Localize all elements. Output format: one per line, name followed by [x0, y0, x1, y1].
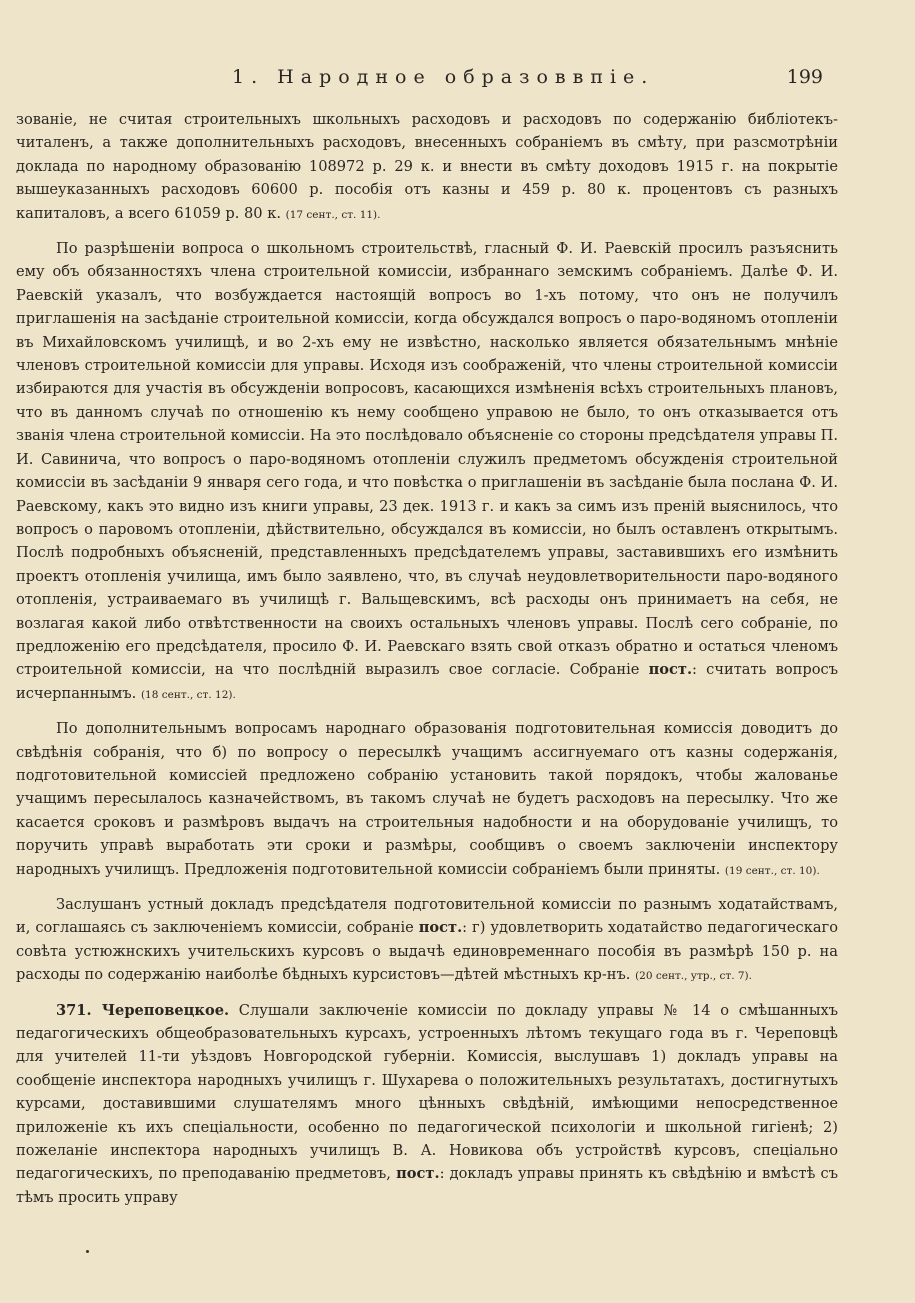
section-title: 1. Народное образоввпie.	[232, 66, 655, 88]
document-body	[16, 108, 838, 1219]
resolution-label: пост.	[396, 1165, 440, 1183]
resolution-label: пост.	[418, 919, 463, 937]
citation: (19 сент., ст. 10).	[724, 864, 820, 877]
resolution-label: пост.	[648, 661, 693, 679]
entry-heading: 371. Череповецкое.	[56, 1001, 230, 1019]
page-number: 199	[786, 66, 823, 88]
paragraph-text: зованіе, не считая строительныхъ школьныхъ расходовъ и расходовъ по содержанію библіотекъ-читаленъ, а также дополнительныхъ расходовъ, внесенныхъ собраніемъ въ смѣту, при разсмотрѣніи доклада по народному образованію 108972 р. 29 к. и внести въ смѣту доходовъ 1915 г. на покрытіе вышеуказанныхъ расходовъ 60600 р. пособія отъ казны и 459 р. 80 к. процентовъ съ разныхъ капиталовъ, а всего 61059 р. 80 к.	[16, 111, 838, 222]
paragraph-text: Заслушанъ устный докладъ предсѣдателя подготовительной комиссіи по разнымъ ходатайствамъ, и, соглашаясь съ заключеніемъ комиссіи, собраніе	[16, 896, 838, 937]
paragraph-1	[16, 108, 838, 227]
citation: (17 сент., ст. 11).	[285, 208, 381, 221]
paragraph-3	[16, 717, 838, 883]
citation: (20 сент., утр., ст. 7).	[635, 970, 752, 983]
paragraph-text-after: : докладъ управы принять къ свѣдѣнію и вмѣстѣ съ тѣмъ просить управу	[16, 1165, 839, 1206]
paragraph-text: По разрѣшеніи вопроса о школьномъ строительствѣ, гласный Ф. И. Раевскій просилъ разъяснить ему объ обязанностяхъ члена строительной комиссіи, избраннаго земскимъ собраніемъ. Далѣе Ф. И. Раевскій указалъ, что возбуждается настоящій вопросъ во 1-хъ потому, что онъ не получилъ приглашенія на засѣданіе строительной комиссіи, когда обсуждался вопросъ о паро-водяномъ отопленіи въ Михайловскомъ училищѣ, и во 2-хъ ему не извѣстно, насколько является обязательнымъ мнѣніе членовъ строительной комиссіи для управы. Исходя изъ соображеній, что члены строительной комиссіи избираются для участія въ обсужденіи вопросовъ, касающихся измѣненія всѣхъ строительныхъ плановъ, что въ данномъ случаѣ по отношенію къ нему сообщено управою не было, то онъ отказывается отъ званія члена строительной комиссіи. На это послѣдовало объясненіе со стороны предсѣдателя управы П. И. Савинича, что вопросъ о паро-водяномъ отопленіи служилъ предметомъ обсужденія строительной комиссіи въ засѣданіи 9 января сего года, и что повѣстка о приглашеніи въ засѣданіе была послана Ф. И. Раевскому, какъ это видно изъ книги управы, 23 дек. 1913 г. и какъ за симъ изъ преній выяснилось, что вопросъ о паровомъ отопленіи, дѣйствительно, обсуждался въ комиссіи, но былъ оставленъ открытымъ. Послѣ подробныхъ объясненій, представленныхъ предсѣдателемъ управы, заставившихъ его измѣнить проектъ отопленія училища, имъ было заявлено, что, въ случаѣ неудовлетворительности паро-водяного отопленія, устраиваемаго въ училищѣ г. Вальщевскимъ, всѣ расходы онъ принимаетъ на себя, не возлагая какой либо отвѣтственности на своихъ остальныхъ членовъ управы. Послѣ сего собраніе, по предложенію его предсѣдателя, просило Ф. И. Раевскаго взять свой отказъ обратно и остаться членомъ строительной комиссіи, на что послѣдній выразилъ свое согласіе. Собраніе	[16, 240, 838, 679]
paragraph-text: Слушали заключеніе комиссіи по докладу управы № 14 о смѣшанныхъ педагогическихъ общеобразовательныхъ курсахъ, устроенныхъ лѣтомъ текущаго года въ г. Череповцѣ для учителей 11-ти уѣздовъ Новгородской губерніи. Комиссія, выслушавъ 1) докладъ управы на сообщеніе инспектора народныхъ училищъ г. Шухарева о положительныхъ результатахъ, достигнутыхъ курсами, доставившими слушателямъ много цѣнныхъ свѣдѣній, имѣющими непосредственное приложеніе къ ихъ спеціальности, особенно по педагогической психологіи и школьной гигіенѣ; 2) пожеланіе инспектора народныхъ училищъ В. А. Новикова объ устройствѣ курсовъ, спеціально педагогическихъ, по преподаванію предметовъ,	[16, 1001, 838, 1183]
ink-speck	[86, 1250, 89, 1253]
paragraph-text: По дополнительнымъ вопросамъ народнаго образованія подготовительная комиссія доводитъ до свѣдѣнія собранія, что б) по вопросу о пересылкѣ учащимъ ассигнуемаго отъ казны содержанія, подготовительной комиссіей предложено собранію установить такой порядокъ, чтобы жалованье учащимъ пересылалось казначействомъ, въ такомъ случаѣ не будетъ расходовъ на пересылку. Что же касается сроковъ и размѣровъ выдачъ на строительныя надобности и на оборудованіе училищъ, то поручить управѣ выработать эти сроки и размѣры, сообщивъ о своемъ заключеніи инспектору народныхъ училищъ. Предложенія подготовительной комиссіи собраніемъ были приняты.	[16, 720, 838, 878]
paragraph-4	[16, 893, 838, 989]
citation: (18 сент., ст. 12).	[140, 688, 236, 701]
paragraph-5	[16, 999, 838, 1210]
page-header	[0, 66, 915, 96]
paragraph-text-after: : считать вопросъ исчерпаннымъ.	[16, 661, 838, 702]
paragraph-text-after: : г) удовлетворить ходатайство педагогическаго совѣта устюжнскихъ учительскихъ курсовъ о выдачѣ единовременнаго пособія въ размѣрѣ 150 р. на расходы по содержанію наиболѣе бѣдныхъ курсистовъ—дѣтей мѣстныхъ кр-нъ.	[16, 919, 838, 984]
paragraph-2	[16, 237, 838, 707]
